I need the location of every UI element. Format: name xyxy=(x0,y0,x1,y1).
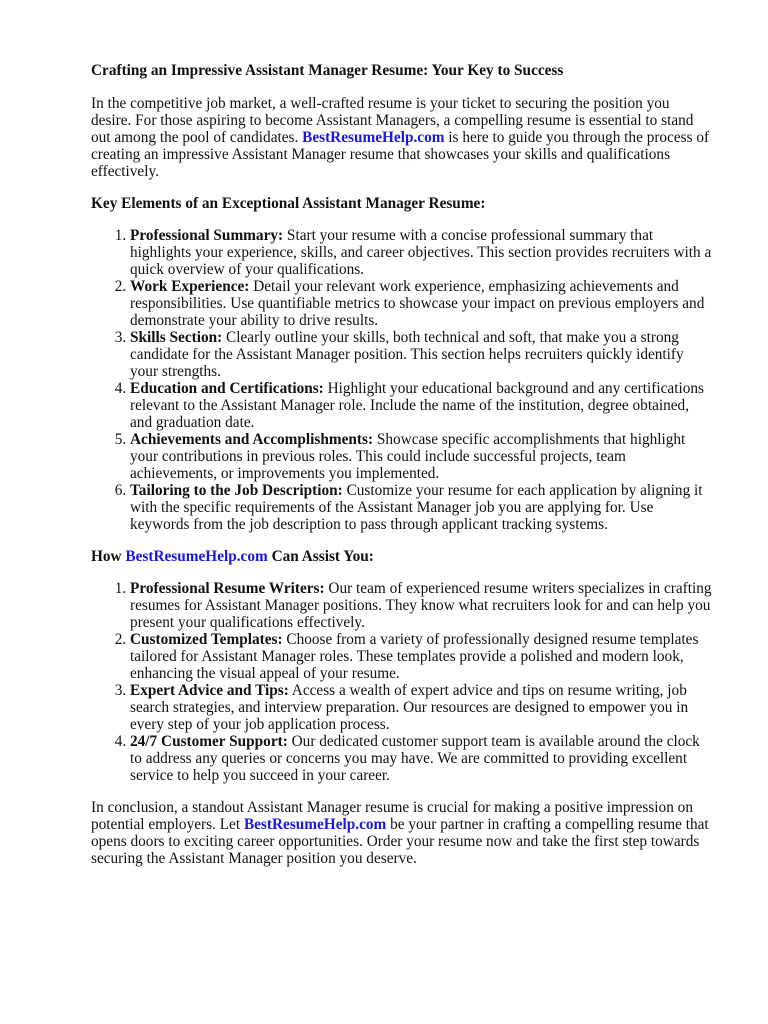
list-item xyxy=(130,482,713,533)
list-item-term: Professional Resume Writers: xyxy=(130,580,325,597)
list-item-term: Customized Templates: xyxy=(130,631,283,648)
list-item-text: Customize your resume for each application by aligning it with the specific requirements of the Assistant Manager job you are applying for. Use keywords from the job description to pass through applicant tracking systems. xyxy=(130,482,703,533)
list-item-term: Education and Certifications: xyxy=(130,380,324,397)
list-item-term: 24/7 Customer Support: xyxy=(130,733,288,750)
document-page xyxy=(91,62,713,882)
key-elements-heading: Key Elements of an Exceptional Assistant Manager Resume: xyxy=(91,195,486,212)
conclusion-text-start: In conclusion, a standout Assistant Manager resume is crucial for making a positive impression on potential employers. Let xyxy=(91,799,693,833)
list-item-term: Expert Advice and Tips: xyxy=(130,682,289,699)
list-item-text: Our team of experienced resume writers specializes in crafting resumes for Assistant Manager positions. They know what recruiters look for and can help you present your qualifications effectively. xyxy=(130,580,712,631)
intro-text-start: In the competitive job market, a well-crafted resume is your ticket to securing the position you desire. For those aspiring to become Assistant Managers, a compelling resume is essential to stand out among the pool of candidates. xyxy=(91,95,694,146)
list-item xyxy=(130,580,713,631)
assist-heading-start: How xyxy=(91,548,126,565)
page-title: Crafting an Impressive Assistant Manager Resume: Your Key to Success xyxy=(91,62,564,79)
list-item xyxy=(130,431,713,482)
list-item xyxy=(130,631,713,682)
conclusion-bestresumehelp-link[interactable]: BestResumeHelp.com xyxy=(243,816,387,833)
list-item xyxy=(130,380,713,431)
intro-bestresumehelp-link[interactable]: BestResumeHelp.com xyxy=(302,129,445,146)
key-elements-list xyxy=(91,227,713,533)
list-item-term: Achievements and Accomplishments: xyxy=(130,431,374,448)
assist-list xyxy=(91,580,713,784)
assist-heading-end: Can Assist You: xyxy=(267,548,374,565)
conclusion-text-end: be your partner in crafting a compelling resume that opens doors to exciting career opportunities. Order your resume now and take the first step towards securing the Assistant Manager position you deserve. xyxy=(91,816,709,867)
list-item xyxy=(130,733,713,784)
list-item-term: Skills Section: xyxy=(130,329,223,346)
assist-heading xyxy=(91,548,713,565)
list-item xyxy=(130,682,713,733)
list-item-text: Our dedicated customer support team is available around the clock to address any queries or concerns you may have. We are committed to providing excellent service to help you succeed in your career. xyxy=(130,733,700,784)
assist-bestresumehelp-link[interactable]: BestResumeHelp.com xyxy=(125,548,268,565)
list-item-text: Highlight your educational background and any certifications relevant to the Assistant Manager role. Include the name of the institution, degree obtained, and graduation date. xyxy=(130,380,704,431)
list-item-text: Detail your relevant work experience, emphasizing achievements and responsibilities. Use quantifiable metrics to showcase your impact on previous employers and demonstrate your ability to drive results. xyxy=(130,278,705,329)
conclusion-paragraph xyxy=(91,799,713,867)
list-item-term: Professional Summary: xyxy=(130,227,284,244)
list-item-text: Clearly outline your skills, both technical and soft, that make you a strong candidate for the Assistant Manager position. This section helps recruiters quickly identify your strengths. xyxy=(130,329,684,380)
list-item-text: Showcase specific accomplishments that highlight your contributions in previous roles. This could include successful projects, team achievements, or improvements you implemented. xyxy=(130,431,686,482)
intro-paragraph xyxy=(91,95,713,180)
list-item-text: Start your resume with a concise professional summary that highlights your experience, skills, and career objectives. This section provides recruiters with a quick overview of your qualifications. xyxy=(130,227,712,278)
list-item xyxy=(130,278,713,329)
list-item xyxy=(130,227,713,278)
intro-text-end: is here to guide you through the process of creating an impressive Assistant Manager resume that showcases your skills and qualifications effectively. xyxy=(91,129,710,180)
list-item-term: Tailoring to the Job Description: xyxy=(130,482,343,499)
list-item-term: Work Experience: xyxy=(130,278,250,295)
list-item-text: Choose from a variety of professionally designed resume templates tailored for Assistant Manager roles. These templates provide a polished and modern look, enhancing the visual appeal of your resume. xyxy=(130,631,699,682)
list-item-text: Access a wealth of expert advice and tips on resume writing, job search strategies, and interview preparation. Our resources are designed to empower you in every step of your job application process. xyxy=(130,682,689,733)
list-item xyxy=(130,329,713,380)
